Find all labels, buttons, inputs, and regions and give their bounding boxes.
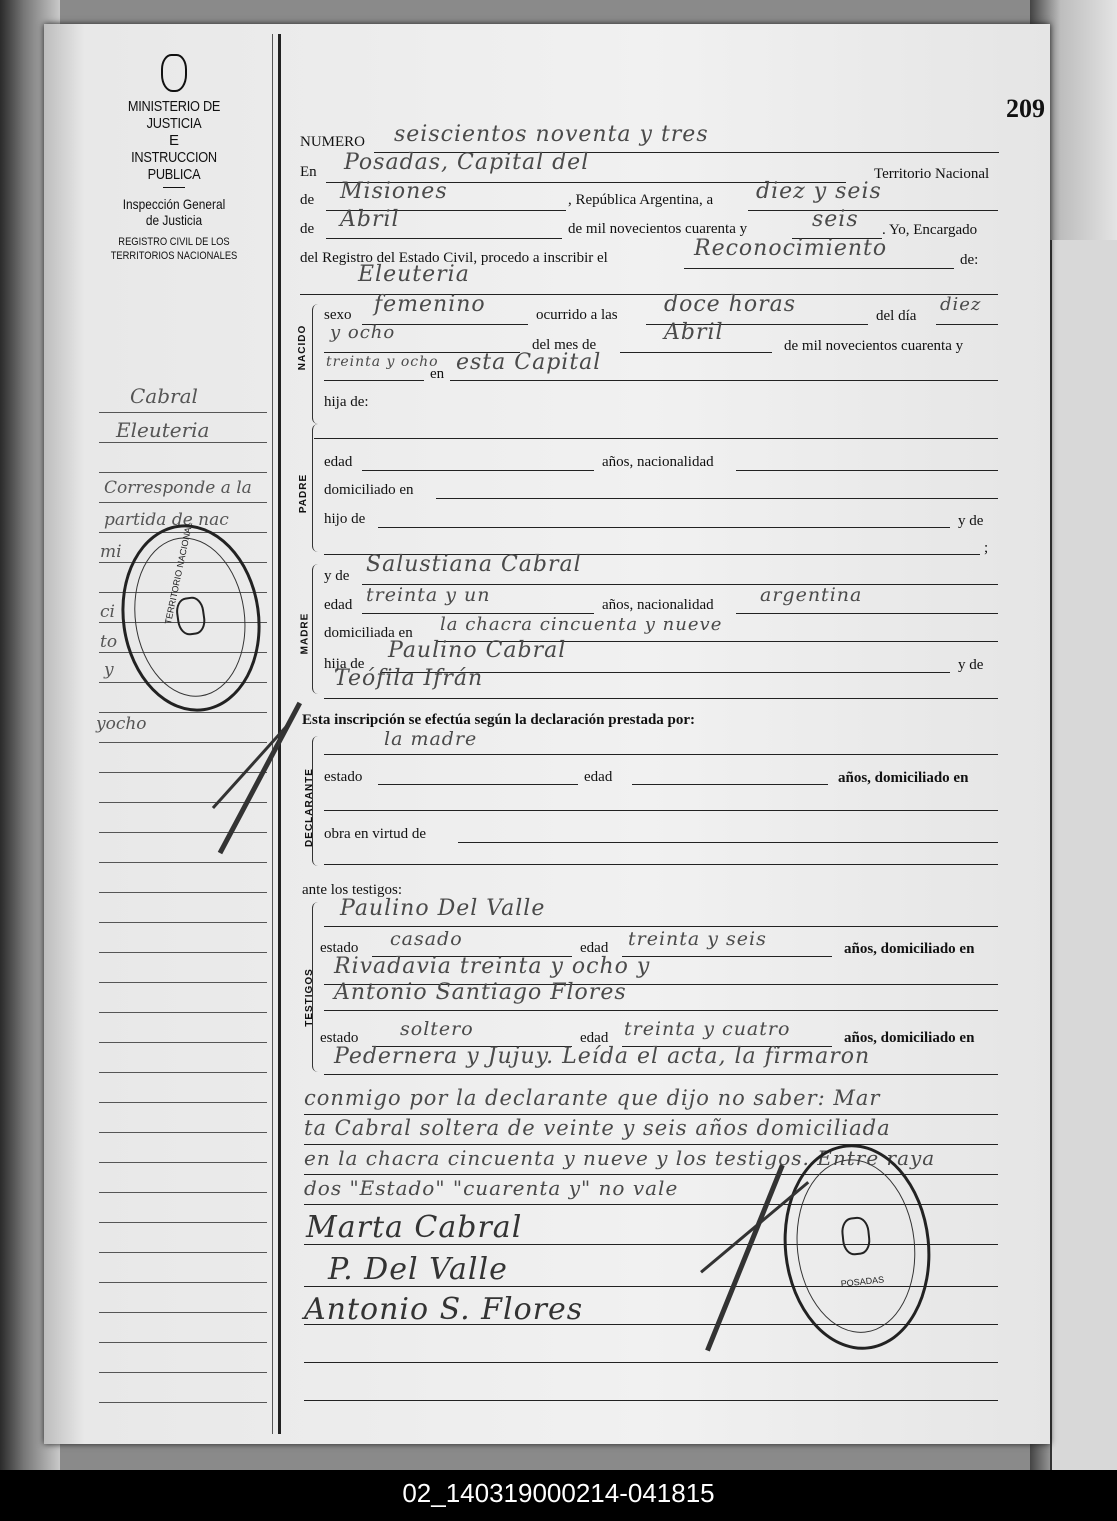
madre-nac-value: argentina [760,584,863,606]
madre-yde2-label: y de [958,657,984,673]
margin-note-line: y [104,660,114,680]
mes-value: Abril [340,207,400,232]
t1-edad-line [622,956,832,957]
de3-label: de: [960,252,979,268]
madre-nac-line [736,613,998,614]
en-value: Posadas, Capital del [344,150,590,175]
declarante-edad-line [632,784,828,785]
margin-divider-thin [272,34,273,1434]
lugar-value: esta Capital [456,350,602,375]
padre-edad-line [362,470,594,471]
t1-dom-value: Rivadavia treinta y ocho y [334,954,651,979]
t2-name-value: Antonio Santiago Flores [334,980,627,1005]
t1-name-line [324,926,998,927]
sexo-label: sexo [324,307,352,323]
register-page [44,24,1050,1444]
padre-label: PADRE [298,473,310,514]
dia-line [748,210,998,211]
madre-name-value: Salustiana Cabral [366,552,582,577]
nac-anio-value: treinta y ocho [326,354,439,370]
mes-label: del mes de [532,337,597,353]
dia-value: diez [940,294,982,315]
margin-note-line: Corresponde a la [104,478,252,498]
ministry-line4: Inspección General [122,196,226,212]
sexo-value: femenino [374,292,486,317]
ministry-line3: INSTRUCCION PUBLICA [131,149,217,183]
padre-yde-label: y de [958,513,984,529]
padre-edad-label: edad [324,454,353,470]
declarante-estado-label: estado [324,769,363,785]
testigos-intro: ante los testigos: [302,882,402,898]
closing-rule [304,1144,998,1145]
padre-bracket [312,424,321,552]
numero-value: seiscientos noventa y tres [394,122,709,147]
t2-anos-label: años, domiciliado en [844,1030,975,1046]
nac-en-label: en [430,366,445,382]
margin-note-line: to [100,632,118,652]
t1-edad-value: treinta y seis [628,928,767,950]
madre-hija-label: hija de [324,656,365,672]
t1-edad-label: edad [580,940,609,956]
madre-edad-value: treinta y un [366,584,491,606]
t2-name-line [324,1010,998,1011]
hija-label: hija de: [324,394,369,410]
t2-dom-value: Pedernera y Jujuy. Leída el acta, la firmaron [334,1044,871,1069]
declarante-extra-line [324,864,998,865]
t1-estado-value: casado [390,928,463,950]
t2-edad-value: treinta y cuatro [624,1018,791,1040]
t1-anos-label: años, domiciliado en [844,941,975,957]
padre-dom-label: domiciliado en [324,482,414,498]
signature-declarante: Marta Cabral [306,1210,523,1245]
nac-mes-value: Abril [664,320,724,345]
de2-label: de [300,221,315,237]
t2-dom-line [324,1074,998,1075]
closing-line: en la chacra cincuenta y nueve y los testigos. Entre raya [304,1146,936,1170]
t2-edad-label: edad [580,1030,609,1046]
nombre-value: Eleuteria [358,262,470,287]
hora-value: doce horas [664,292,796,317]
signature-testigo1: P. Del Valle [328,1252,508,1287]
seal-text: TERRITORIO NACIONAL [162,521,195,626]
madre-yde-label: y de [324,568,350,584]
margin-note-line: Eleuteria [116,418,210,442]
del-dia-label: del día [876,308,917,324]
padre-hijo-line [378,527,950,528]
margin-note-line: ci [100,602,115,622]
padre-line [314,438,998,439]
madre-label: MADRE [299,612,311,655]
nac-mes-line [620,352,772,353]
closing-rule [304,1114,998,1115]
ministry-header [94,54,254,262]
signature-testigo2: Antonio S. Flores [304,1292,584,1327]
madre-bracket [312,564,321,694]
folio-number: 209 [1006,94,1045,123]
declarante-label: DECLARANTE [303,768,315,847]
image-caption: 02_140319000214-041815 [402,1478,715,1508]
caption-bar [0,1470,1117,1521]
de-value: Misiones [340,179,448,204]
testigos-label: TESTIGOS [303,968,315,1027]
registro-label: del Registro del Estado Civil, procedo a inscribir el [300,250,608,266]
padre-dom-line [436,498,998,499]
declarante-dom-line [324,810,998,811]
nacido-label: NACIDO [297,324,309,371]
acto-value: Reconocimiento [694,236,888,261]
ocurrido-label: ocurrido a las [536,307,618,323]
seal-text: POSADAS [840,1274,885,1289]
declarante-obra-line [458,842,998,843]
official-seal-left [110,515,273,720]
declarante-edad-label: edad [584,769,613,785]
madre-edad-label: edad [324,597,353,613]
t2-estado-label: estado [320,1030,359,1046]
nac-anio-line [324,380,424,381]
margin-note-line: yocho [96,714,147,734]
dia-line [936,324,998,325]
ministry-line1: MINISTERIO DE JUSTICIA [127,98,221,132]
acto-line [684,268,954,269]
declarante-estado-line [378,784,578,785]
declarante-name-line [324,754,998,755]
en-label: En [300,164,317,180]
padre-end-mark: ; [984,540,989,556]
signature-rule [304,1362,998,1363]
margin-note-line: mi [100,542,122,562]
madre-dom-value: la chacra cincuenta y nueve [440,614,723,635]
closing-line: ta Cabral soltera de veinte y seis años domiciliada [304,1116,891,1140]
padre-anos-label: años, nacionalidad [602,454,714,470]
dia2-value: y ocho [330,322,396,343]
madre-padre-value: Paulino Cabral [388,638,567,663]
closing-line: dos "Estado" "cuarenta y" no vale [304,1176,679,1200]
margin-note-line: partida de nac [104,510,229,530]
margin-note-line: Cabral [130,384,198,408]
dia-value: diez y seis [756,179,882,204]
territorio-label: Territorio Nacional [874,166,990,182]
background-sheet [1050,240,1117,1470]
mil-label: de mil novecientos cuarenta y [568,221,748,237]
national-crest-icon [161,54,187,92]
closing-line: conmigo por la declarante que dijo no saber: Mar [304,1086,881,1110]
madre-dom-label: domiciliada en [324,625,413,641]
ministry-line6: REGISTRO CIVIL DE LOS [118,236,230,248]
republica-label: , República Argentina, a [568,192,714,208]
declaracion-intro: Esta inscripción se efectúa según la declaración prestada por: [302,712,696,728]
yo-label: . Yo, Encargado [882,222,978,238]
padre-hijo-label: hijo de [324,511,366,527]
padre-nac-line [736,470,998,471]
declarante-obra-label: obra en virtud de [324,826,427,842]
numero-label: NUMERO [300,134,366,150]
t2-estado-value: soltero [400,1018,474,1040]
ministry-line7: TERRITORIOS NACIONALES [110,250,238,262]
de-label: de [300,192,315,208]
signature-rule [304,1400,998,1401]
ministry-line5: de Justicia [145,212,203,228]
declarante-value: la madre [384,728,478,750]
lugar-line [450,380,998,381]
t1-estado-label: estado [320,940,359,956]
t1-name-value: Paulino Del Valle [340,896,546,921]
madre-madre-value: Teófila Ifrán [334,666,484,691]
ministry-separator [163,187,185,188]
madre-yde2-line [324,698,998,699]
nac-mil-label: de mil novecientos cuarenta y [784,338,964,354]
anio-value: seis [812,207,859,232]
ministry-line2: E [168,132,179,149]
declarante-anos-label: años, domiciliado en [838,770,969,786]
nacido-bracket [312,304,321,424]
mes-line [326,238,562,239]
madre-anos-label: años, nacionalidad [602,597,714,613]
